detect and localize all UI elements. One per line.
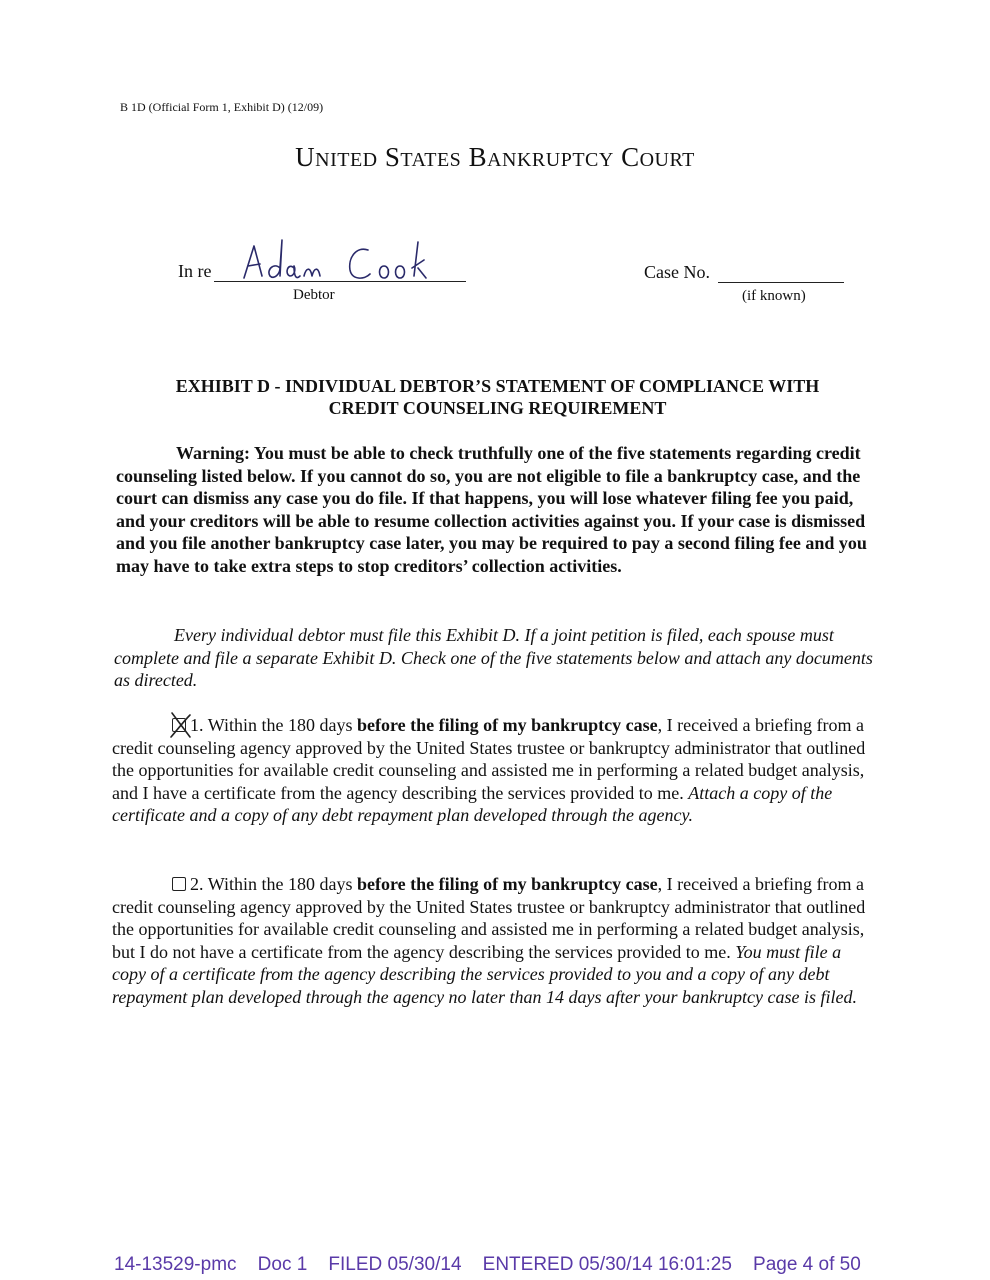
statement-instruction: Attach a copy of the certificate and a copy of any debt repayment plan developed through the agency. [112,782,833,825]
footer-page: Page 4 of 50 [753,1254,861,1275]
footer-case-number: 14-13529-pmc [114,1254,237,1275]
debtor-signature [240,236,440,284]
filing-footer [114,1254,861,1276]
statement-number: 1. [190,715,204,735]
statement-body: , I received a briefing from a credit counseling agency approved by the United States trustee or bankruptcy administrator that outlined the opportunities for available credit counseling and assisted me in performing a related budget analysis, but I do not have a certificate from the agency describing the services provided to me. [112,874,866,962]
form-identifier: B 1D (Official Form 1, Exhibit D) (12/09) [120,100,324,114]
checkbox-statement-1[interactable] [172,718,186,732]
statement-2 [112,873,874,1008]
checkbox-statement-2[interactable] [172,877,186,891]
court-title [0,142,990,173]
court-title-word: STATES [384,142,462,172]
footer-entered: ENTERED 05/30/14 16:01:25 [482,1254,732,1275]
statement-instruction: You must file a copy of a certificate from the agency describing the services provided to you and a copy of any debt repayment plan developed through the agency no later than 14 days after your bankruptcy case is filed. [112,941,857,1007]
in-re-label: In re [178,261,212,281]
court-title-word: BANKRUPTCY [468,142,614,172]
statement-number: 2. [190,874,204,894]
statement-body: , I received a briefing from a credit counseling agency approved by the United States trustee or bankruptcy administrator that outlined the opportunities for available credit counseling and assisted me in performing a related budget analysis, and I have a certificate from the agency describing the services provided to me. [112,715,866,803]
case-number-field [718,282,844,283]
statement-1 [112,714,874,827]
debtor-caption: Debtor [293,287,335,303]
x-mark-icon [168,711,194,739]
exhibit-title-line: CREDIT COUNSELING REQUIREMENT [328,398,667,418]
if-known-caption: (if known) [742,288,806,304]
statement-lead: Within the 180 days [207,715,353,735]
statement-lead: Within the 180 days [207,874,353,894]
footer-filed: FILED 05/30/14 [328,1254,462,1275]
exhibit-title [120,375,875,419]
statement-emphasis: before the filing of my bankruptcy case [356,874,658,894]
footer-doc: Doc 1 [257,1254,308,1275]
warning-paragraph: Warning: You must be able to check truthfully one of the five statements regarding credit counseling listed below. If you cannot do so, you are not eligible to file a bankruptcy case, and the court can dismiss any case you do file. If that happens, you will lose whatever filing fee you paid, and your creditors will be able to resume collection activities against you. If your case is dismissed and you file another bankruptcy case later, you may be required to pay a second filing fee and you may have to take extra steps to stop creditors’ collection activities. [116,443,867,576]
instructions-paragraph: Every individual debtor must file this Exhibit D. If a joint petition is filed, each spouse must complete and file a separate Exhibit D. Check one of the five statements below and attach any documents as directed. [114,625,873,690]
statement-emphasis: before the filing of my bankruptcy case [356,715,658,735]
exhibit-title-line: EXHIBIT D - INDIVIDUAL DEBTOR’S STATEMENT OF COMPLIANCE WITH [175,376,820,396]
court-title-word: UNITED [295,142,378,172]
case-number-label: Case No. [644,262,710,282]
court-title-word: COURT [621,142,695,172]
